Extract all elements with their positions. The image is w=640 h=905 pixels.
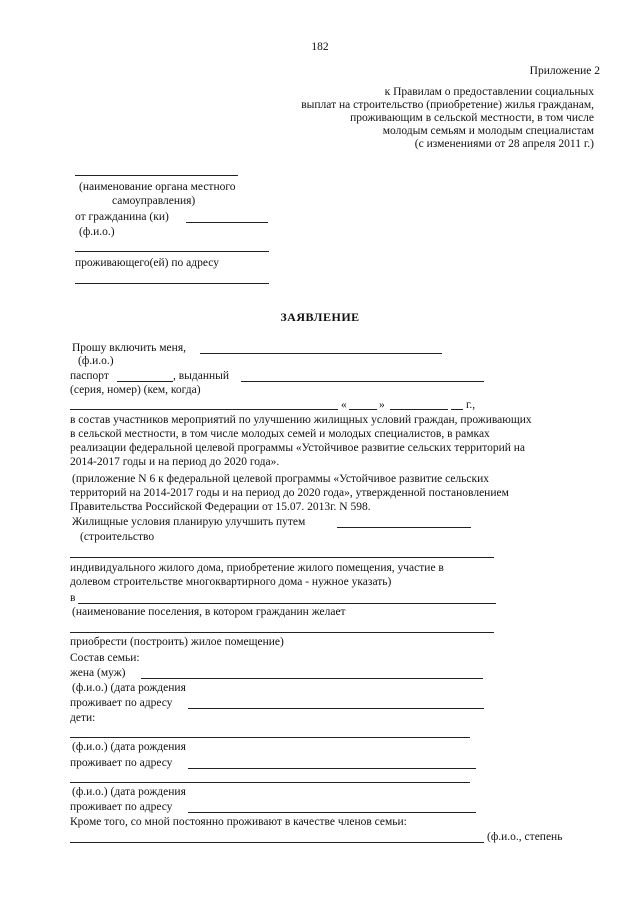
- issued-continued-blank[interactable]: [70, 409, 338, 410]
- child-2-address-label: проживает по адресу: [70, 801, 173, 813]
- paragraph-2-line-1: (приложение N 6 к федеральной целевой программы «Устойчивое развитие сельских: [72, 473, 490, 485]
- appendix-line-3: проживающим в сельской местности, в том числе: [350, 112, 594, 124]
- spouse-address-label: проживает по адресу: [70, 697, 173, 709]
- date-day-blank[interactable]: [349, 409, 377, 410]
- child-2-blank[interactable]: [70, 782, 470, 783]
- issued-by-blank[interactable]: [241, 381, 484, 382]
- paragraph-1-line-4: 2014-2017 годы и на период до 2020 года».: [70, 456, 280, 468]
- child-1-address-blank[interactable]: [188, 768, 476, 769]
- fio-blank-line[interactable]: [75, 251, 269, 252]
- address-blank-line[interactable]: [75, 283, 269, 284]
- paragraph-1-line-3: реализации федеральной целевой программы «Устойчивое развитие сельских территорий на: [70, 442, 526, 454]
- child-2-fio-hint: (ф.и.о.) (дата рождения: [72, 786, 186, 798]
- settlement-continued-blank[interactable]: [70, 632, 494, 633]
- child-1-address-label: проживает по адресу: [70, 757, 173, 769]
- members-blank[interactable]: [70, 842, 484, 843]
- passport-label: паспорт: [70, 370, 109, 382]
- construction-hint: (строительство: [80, 531, 155, 543]
- spouse-label: жена (муж): [70, 667, 126, 679]
- family-label: Состав семьи:: [70, 652, 140, 664]
- year-suffix: г.,: [466, 399, 476, 411]
- paragraph-1-line-2: в сельской местности, в том числе молодых семей и молодых специалистов, в рамках: [70, 428, 490, 440]
- organ-label-2: самоуправления): [112, 195, 196, 207]
- date-month-blank[interactable]: [390, 409, 448, 410]
- paragraph-1-line-1: в состав участников мероприятий по улучшению жилищных условий граждан, проживающих: [70, 414, 532, 426]
- child-1-blank[interactable]: [70, 737, 470, 738]
- date-quote-open: «: [341, 399, 347, 411]
- appendix-label: Приложение 2: [529, 65, 600, 77]
- from-citizen-label: от гражданина (ки): [75, 211, 169, 223]
- child-1-fio-hint: (ф.и.о.) (дата рождения: [72, 741, 186, 753]
- residing-label: проживающего(ей) по адресу: [75, 257, 219, 269]
- request-fio-blank[interactable]: [200, 353, 442, 354]
- date-year-blank[interactable]: [451, 409, 463, 410]
- fio-degree-hint: (ф.и.о., степень: [487, 831, 563, 843]
- plan-blank[interactable]: [337, 527, 471, 528]
- paragraph-2-line-3: Правительства Российской Федерации от 15.07. 2013г. N 598.: [70, 501, 371, 513]
- spouse-fio-hint: (ф.и.о.) (дата рождения: [72, 682, 186, 694]
- request-label: Прошу включить меня,: [72, 342, 186, 354]
- issued-label: , выданный: [173, 370, 230, 382]
- passport-series-blank[interactable]: [117, 381, 173, 382]
- acquire-hint: приобрести (построить) жилое помещение): [70, 636, 284, 648]
- document-title: ЗАЯВЛЕНИЕ: [280, 310, 360, 324]
- appendix-line-1: к Правилам о предоставлении социальных: [384, 86, 594, 98]
- options-line-1: индивидуального жилого дома, приобретение жилого помещения, участие в: [70, 562, 444, 574]
- appendix-line-5: (с изменениями от 28 апреля 2011 г.): [414, 138, 594, 150]
- settlement-hint: (наименование поселения, в котором гражданин желает: [72, 606, 346, 618]
- paragraph-2-line-2: территорий на 2014-2017 годы и на период до 2020 года», утвержденной постановлением: [70, 487, 509, 499]
- spouse-address-blank[interactable]: [188, 708, 484, 709]
- page-number: 182: [311, 41, 329, 53]
- appendix-line-2: выплат на строительство (приобретение) жилья гражданам,: [301, 99, 594, 111]
- child-2-address-blank[interactable]: [188, 812, 476, 813]
- organ-label-1: (наименование органа местного: [79, 181, 236, 193]
- spouse-blank[interactable]: [141, 678, 483, 679]
- series-hint: (серия, номер) (кем, когда): [70, 384, 201, 396]
- addressee-fio-hint: (ф.и.о.): [79, 226, 115, 238]
- from-citizen-blank[interactable]: [186, 222, 268, 223]
- organ-blank-line[interactable]: [75, 175, 238, 176]
- children-label: дети:: [70, 712, 96, 724]
- options-line-2: долевом строительстве многоквартирного дома - нужное указать): [70, 576, 392, 588]
- appendix-line-4: молодым семьям и молодым специалистам: [382, 125, 594, 137]
- settlement-blank[interactable]: [78, 603, 496, 604]
- plan-label: Жилищные условия планирую улучшить путем: [72, 516, 306, 528]
- date-quote-close: »: [379, 399, 385, 411]
- also-lives-label: Кроме того, со мной постоянно проживают в качестве членов семьи:: [70, 816, 407, 828]
- housing-method-blank[interactable]: [70, 557, 494, 558]
- in-label: в: [70, 592, 76, 604]
- request-fio-hint: (ф.и.о.): [78, 355, 114, 367]
